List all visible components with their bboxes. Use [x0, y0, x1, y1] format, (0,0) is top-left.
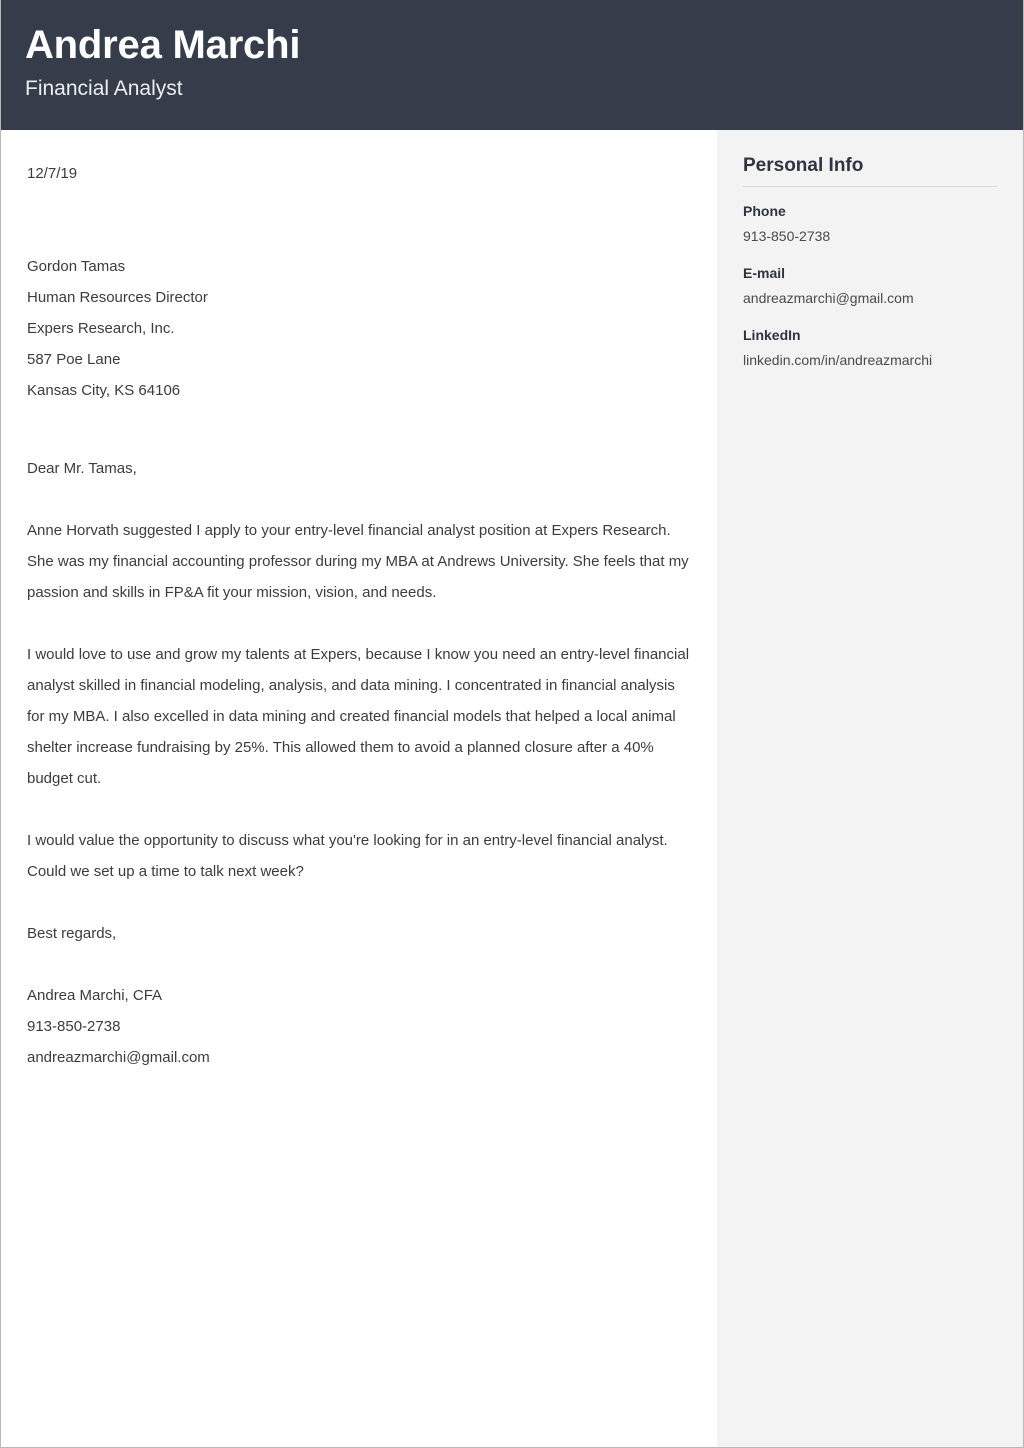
signature-phone: 913-850-2738: [27, 1018, 121, 1035]
recipient-street: 587 Poe Lane: [27, 351, 121, 368]
letter-date: 12/7/19: [27, 165, 78, 182]
page-title: Andrea Marchi: [25, 23, 301, 67]
info-item-linkedin: [743, 325, 997, 371]
personal-info-sidebar: [717, 130, 1023, 1447]
recipient-title: Human Resources Director: [27, 289, 208, 306]
signature-email: andreazmarchi@gmail.com: [27, 1049, 210, 1066]
document-header: [0, 0, 1024, 130]
letter-paragraph-1: Anne Horvath suggested I apply to your entry-level financial analyst position at Expers Research. She was my financial accounting professor during my MBA at Andrews University. She feels that my passion and skills in FP&A fit your mission, vision, and needs.: [27, 522, 689, 601]
info-item-email: [743, 263, 997, 309]
info-value-phone: 913-850-2738: [743, 227, 831, 244]
info-value-linkedin: linkedin.com/in/andreazmarchi: [743, 351, 933, 368]
info-item-phone: [743, 201, 997, 247]
recipient-address-block: [27, 251, 691, 406]
header-job-title: Financial Analyst: [25, 77, 183, 100]
signature-block: [27, 980, 691, 1073]
recipient-company: Expers Research, Inc.: [27, 320, 175, 337]
letter-closing: Best regards,: [27, 925, 117, 942]
sidebar-divider: [743, 186, 997, 187]
info-label-email: E-mail: [743, 264, 786, 281]
info-label-phone: Phone: [743, 202, 786, 219]
letter-salutation: Dear Mr. Tamas,: [27, 460, 137, 477]
letter-paragraph-3: I would value the opportunity to discuss what you're looking for in an entry-level financial analyst. Could we set up a time to talk next week?: [27, 832, 668, 880]
signature-name: Andrea Marchi, CFA: [27, 987, 163, 1004]
info-value-email: andreazmarchi@gmail.com: [743, 289, 914, 306]
document-body: [1, 130, 1023, 1447]
recipient-name: Gordon Tamas: [27, 258, 126, 275]
letter-column: [1, 130, 717, 1447]
letter-paragraph-2: I would love to use and grow my talents at Expers, because I know you need an entry-level financial analyst skilled in financial modeling, analysis, and data mining. I concentrated in financial analysis for my MBA. I also excelled in data mining and created financial models that helped a local animal shelter increase fundraising by 25%. This allowed them to avoid a planned closure after a 40% budget cut.: [27, 646, 690, 787]
sidebar-heading: Personal Info: [743, 155, 864, 176]
info-label-linkedin: LinkedIn: [743, 326, 801, 343]
recipient-city-state-zip: Kansas City, KS 64106: [27, 382, 181, 399]
